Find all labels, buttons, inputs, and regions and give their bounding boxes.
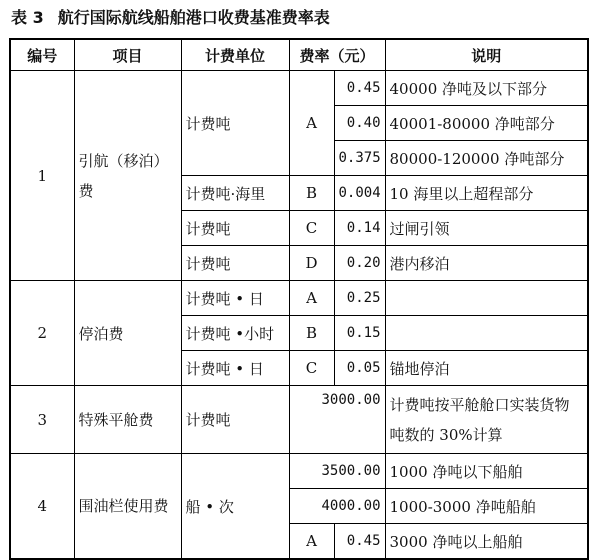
- header-note: 说明: [385, 39, 588, 71]
- row-rate: 0.14: [334, 211, 385, 246]
- header-unit: 计费单位: [181, 39, 289, 71]
- header-row: [10, 39, 588, 71]
- row-rate: 0.004: [334, 176, 385, 211]
- row-unit: 计费吨 • 日: [181, 351, 289, 386]
- group-item: 围油栏使用费: [74, 454, 181, 560]
- row-code: C: [289, 351, 334, 386]
- row-note: 1000-3000 净吨船舶: [385, 489, 588, 524]
- group-no: 4: [10, 454, 74, 560]
- header-no: 编号: [10, 39, 74, 71]
- row-rate: 3000.00: [289, 386, 385, 454]
- row-note: 40000 净吨及以下部分: [385, 71, 588, 106]
- row-rate: 0.40: [334, 106, 385, 141]
- row-note: 1000 净吨以下船舶: [385, 454, 588, 489]
- row-code: A: [289, 281, 334, 316]
- row-rate: 0.45: [334, 71, 385, 106]
- row-unit: 计费吨: [181, 246, 289, 281]
- table-row: [10, 454, 588, 489]
- row-note: 40001-80000 净吨部分: [385, 106, 588, 141]
- row-code: B: [289, 176, 334, 211]
- row-unit: 计费吨: [181, 211, 289, 246]
- group-no: 1: [10, 71, 74, 281]
- row-note: 80000-120000 净吨部分: [385, 141, 588, 176]
- group-no: 3: [10, 386, 74, 454]
- header-rate: 费率（元）: [289, 39, 385, 71]
- row-note: 计费吨按平舱舱口实装货物吨数的 30%计算: [385, 386, 588, 454]
- row-rate: 0.375: [334, 141, 385, 176]
- row-note: [385, 316, 588, 351]
- group-item: 引航（移泊）费: [74, 71, 181, 281]
- table-title-text: 航行国际航线船舶港口收费基准费率表: [57, 8, 330, 27]
- group-item: 停泊费: [74, 281, 181, 386]
- row-note: [385, 281, 588, 316]
- row-unit: 计费吨·海里: [181, 176, 289, 211]
- table-row: [10, 386, 588, 454]
- row-note: 10 海里以上超程部分: [385, 176, 588, 211]
- row-code: D: [289, 246, 334, 281]
- row-rate: 0.45: [334, 524, 385, 560]
- header-item: 项目: [74, 39, 181, 71]
- row-code: C: [289, 211, 334, 246]
- row-rate: 0.15: [334, 316, 385, 351]
- row-rate: 3500.00: [289, 454, 385, 489]
- group-no: 2: [10, 281, 74, 386]
- row-code: A: [289, 71, 334, 176]
- row-unit: 计费吨 •小时: [181, 316, 289, 351]
- row-rate: 0.25: [334, 281, 385, 316]
- row-note: 3000 净吨以上船舶: [385, 524, 588, 560]
- table-number: 表 3: [11, 8, 44, 27]
- row-unit: 计费吨: [181, 386, 289, 454]
- table-row: [10, 281, 588, 316]
- row-unit: 计费吨: [181, 71, 289, 176]
- row-note: 过闸引领: [385, 211, 588, 246]
- row-unit: 船 • 次: [181, 454, 289, 560]
- table-row: [10, 71, 588, 106]
- fee-table: [9, 38, 589, 560]
- row-rate: 0.20: [334, 246, 385, 281]
- row-code: A: [289, 524, 334, 560]
- row-note: 锚地停泊: [385, 351, 588, 386]
- row-unit: 计费吨 • 日: [181, 281, 289, 316]
- row-note: 港内移泊: [385, 246, 588, 281]
- row-code: B: [289, 316, 334, 351]
- row-rate: 4000.00: [289, 489, 385, 524]
- table-title: [11, 6, 330, 30]
- group-item: 特殊平舱费: [74, 386, 181, 454]
- row-rate: 0.05: [334, 351, 385, 386]
